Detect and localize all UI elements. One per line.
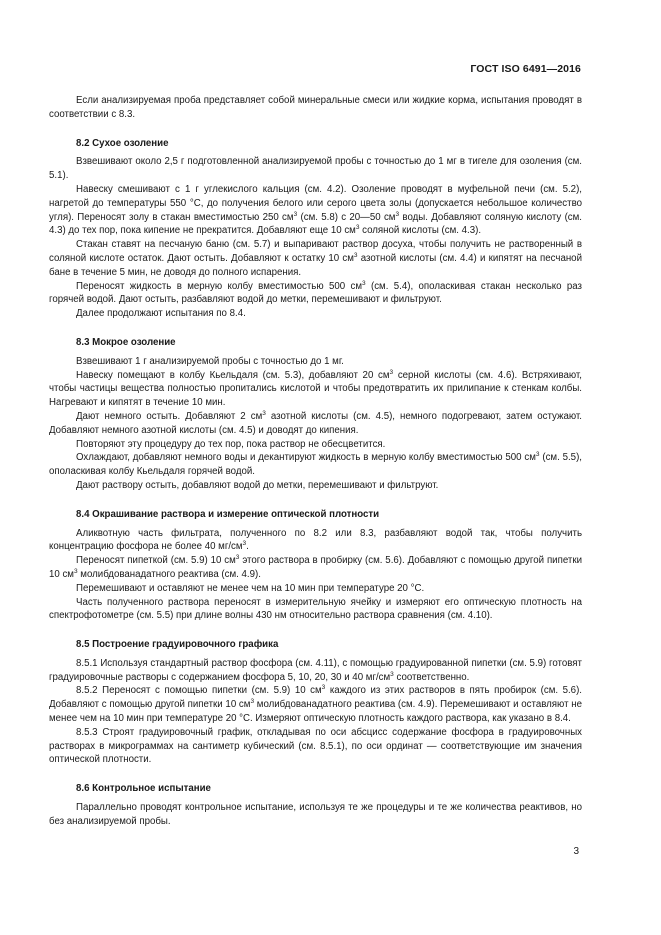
paragraph: Стакан ставят на песчаную баню (см. 5.7) и выпаривают раствор досуха, чтобы получить не растворенный в соляной кислоте остаток. Дают остыть. Добавляют к остатку 10 $см^3$ азотной кислоты (см. 4.4) и кипятят на песчаной бане в течение 5 мин, не доводя до полного испарения. [49,239,582,278]
paragraph: Далее продолжают испытания по 8.4. [76,308,246,320]
paragraph: 8.5.3 Строят градуировочный график, откладывая по оси абсцисс содержание фосфора в градуировочных растворах в микрограммах на сантиметр кубический (см. 8.5.1), по оси ординат — соответствующие им значения оптической плотности. [49,726,582,766]
paragraph: Дают раствору остыть, добавляют водой до метки, перемешивают и фильтруют. [76,479,439,491]
paragraph: Повторяют эту процедуру до тех пор, пока раствор не обесцветится. [76,438,386,450]
paragraph: Переносят пипеткой (см. 5.9) 10 $см^3$ этого раствора в пробирку (см. 5.6). Добавляют с помощью другой пипетки 10 $см^3$ молибдованадатного реактива (см. 4.9). [49,554,582,580]
document-header: ГОСТ ISO 6491—2016 [470,63,581,75]
page-number: 3 [573,846,579,857]
document-body [49,94,582,829]
section-8-6-heading: 8.6 Контрольное испытание [76,783,211,795]
paragraph: Аликвотную часть фильтрата, полученного по 8.2 или 8.3, разбавляют водой так, чтобы получить концентрацию фосфора не более 40 $мг/см^3$. [49,527,582,553]
paragraph: Взвешивают около 2,5 г подготовленной анализируемой пробы с точностью до 1 мг в тигеле для озоления (см. 5.1). [49,156,582,182]
intro-paragraph: Если анализируемая проба представляет собой минеральные смеси или жидкие корма, испытания проводят в соответствии с 8.3. [49,95,582,120]
paragraph: Навеску помещают в колбу Кьельдаля (см. 5.3), добавляют 20 $см^3$ серной кислоты (см. 4.6). Встряхивают, чтобы частицы вещества полностью пропитались кислотой и чтобы предотвратить их прилипание к стенкам колбы. Нагревают и кипятят в течение 10 мин. [49,368,582,409]
paragraph: Переносят жидкость в мерную колбу вместимостью 500 $см^3$ (см. 5.4), ополаскивая стакан несколько раз горячей водой. Дают остыть, разбавляют водой до метки, перемешивают и фильтруют. [49,279,582,306]
section-8-2-heading: 8.2 Сухое озоление [76,137,169,149]
paragraph: Часть полученного раствора переносят в измерительную ячейку и измеряют его оптическую плотность на спектрофотометре (см. 5.5) при длине волны 430 нм относительно раствора сравнения (см. 4.10). [49,596,582,622]
paragraph: Взвешивают 1 г анализируемой пробы с точностью до 1 мг. [76,355,344,367]
paragraph: 8.5.1 Используя стандартный раствор фосфора (см. 4.11), с помощью градуированной пипетки (см. 5.9) готовят градуировочные растворы с содержанием фосфора 5, 10, 20, 30 и 40 $мг/см^3$ соответственно. [49,657,582,683]
paragraph: Параллельно проводят контрольное испытание, используя те же процедуры и те же количества реактивов, но без анализируемой пробы. [49,802,582,827]
paragraph: Дают немного остыть. Добавляют 2 $см^3$ азотной кислоты (см. 4.5), немного подогревают, затем остужают. Добавляют немного азотной кислоты (см. 4.5) и доводят до кипения. [49,409,582,436]
paragraph: Перемешивают и оставляют не менее чем на 10 мин при температуре 20 °С. [76,582,425,594]
section-8-5-heading: 8.5 Построение градуировочного графика [76,639,279,651]
section-8-4-heading: 8.4 Окрашивание раствора и измерение оптической плотности [76,508,380,520]
section-8-3-heading: 8.3 Мокрое озоление [76,336,176,348]
paragraph: Охлаждают, добавляют немного воды и декантируют жидкость в мерную колбу вместимостью 500 $см^3$ (см. 5.5), ополаскивая колбу Кьельдаля горячей водой. [49,451,582,478]
paragraph: Навеску смешивают с 1 г углекислого кальция (см. 4.2). Озоление проводят в муфельной печи (см. 5.2), нагретой до температуры 550 °С, до получения белого или серого цвета золы (допускается небольшое количество угля). Переносят золу в стакан вместимостью 250 $см^3$ (см. 5.8) с 20—50 $см^3$ воды. Добавляют соляную кислоту (см. 4.3) до тех пор, пока кипение не прекратится. Добавляют еще 10 $см^3$ соляной кислоты (см. 4.3). [49,183,582,237]
paragraph: 8.5.2 Переносят с помощью пипетки (см. 5.9) 10 $см^3$ каждого из этих растворов в пять пробирок (см. 5.6). Добавляют с помощью другой пипетки 10 $см^3$ молибдованадатного реактива (см. 4.9). Перемешивают и оставляют не менее чем на 10 мин при температуре 20 °С. Измеряют оптическую плотность каждого раствора, как указано в 8.4. [49,684,582,725]
